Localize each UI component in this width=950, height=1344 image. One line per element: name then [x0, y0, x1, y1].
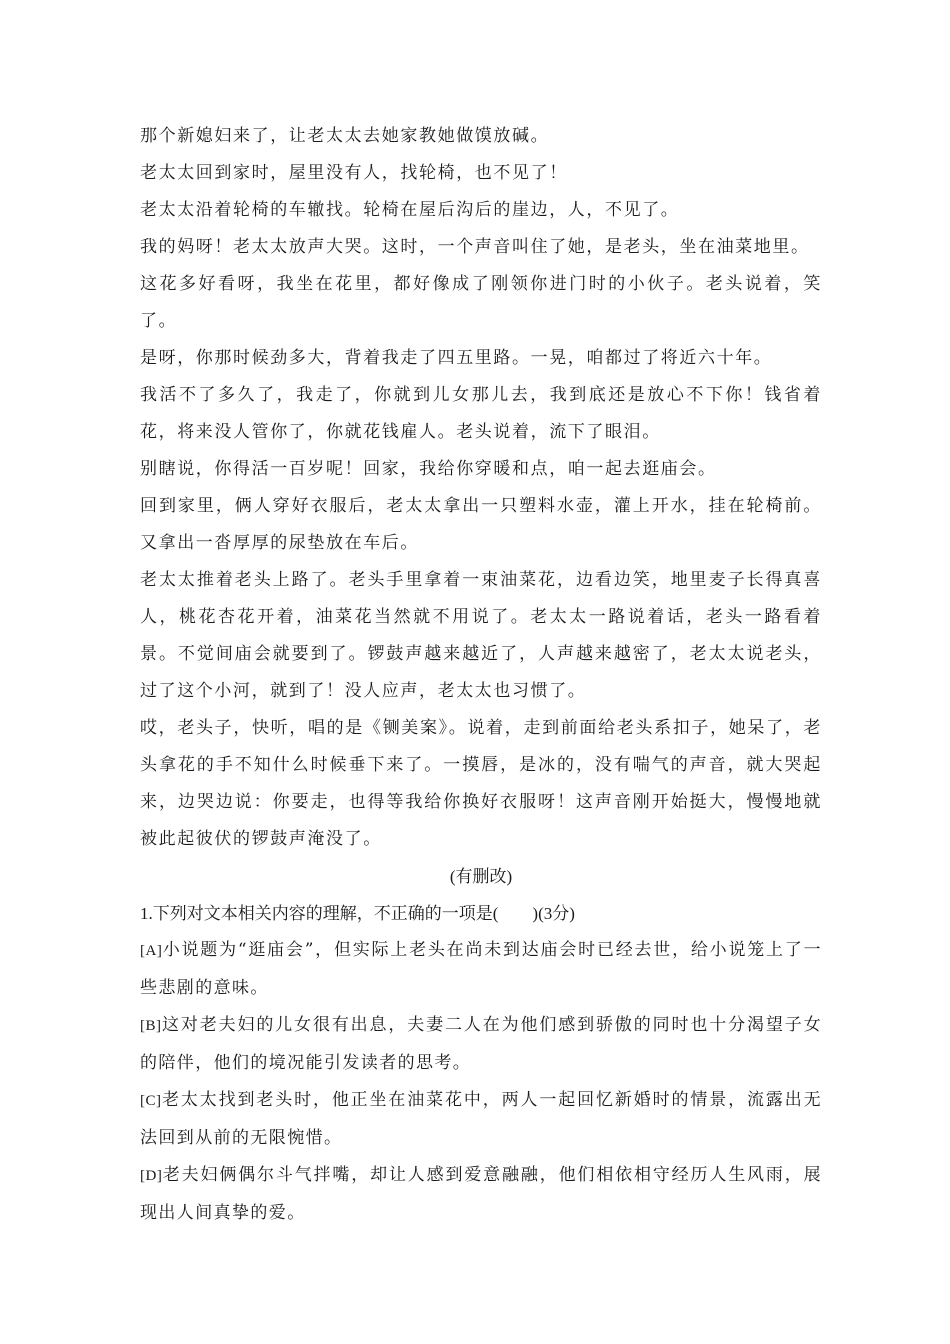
passage-paragraph: 老太太沿着轮椅的车辙找。轮椅在屋后沟后的崖边，人，不见了。 — [140, 200, 680, 220]
source-note: (有删改) — [449, 867, 513, 886]
option-text: 这对老夫妇的儿女很有出息，夫妻二人在为他们感到骄傲的同时也十分渴望子女的陪伴，他们的境况能引发读者的思考。 — [140, 1015, 822, 1073]
answer-option-c — [140, 1082, 822, 1157]
option-text: 老太太找到老头时，他正坐在油菜花中，两人一起回忆新婚时的情景，流露出无法回到从前的无限惋惜。 — [140, 1090, 822, 1148]
passage-paragraph: 老太太推着老头上路了。老头手里拿着一束油菜花，边看边笑，地里麦子长得真喜人，桃花杏花开着，油菜花当然就不用说了。老太太一路说着话，老头一路看着景。不觉间庙会就要到了。锣鼓声越来越近了，人声越来越密了，老太太说老头，过了这个小河，就到了！没人应声，老太太也习惯了。 — [140, 570, 822, 701]
passage-paragraph: 我的妈呀！老太太放声大哭。这时，一个声音叫住了她，是老头，坐在油菜地里。 — [140, 237, 810, 257]
answer-option-d — [140, 1157, 822, 1232]
passage-paragraph: 那个新媳妇来了，让老太太去她家教她做馍放碱。 — [140, 126, 550, 146]
answer-option-b — [140, 1007, 822, 1082]
passage-paragraph: 哎，老头子，快听，唱的是《铡美案》。说着，走到前面给老头系扣子，她呆了，老头拿花的手不知什么时候垂下来了。一摸唇，是冰的，没有喘气的声音，就大哭起来，边哭边说：你要走，也得等我给你换好衣服呀！这声音刚开始挺大，慢慢地就被此起彼伏的锣鼓声淹没了。 — [140, 718, 822, 849]
document-page — [140, 118, 822, 1232]
passage-paragraph: 是呀，你那时候劲多大，背着我走了四五里路。一晃，咱都过了将近六十年。 — [140, 348, 773, 368]
passage-paragraph: 别瞎说，你得活一百岁呢！回家，我给你穿暖和点，咱一起去逛庙会。 — [140, 459, 717, 479]
option-letter: [B] — [140, 1018, 162, 1034]
option-text: 小说题为“逛庙会”，但实际上老头在尚未到达庙会时已经去世，给小说笼上了一些悲剧的意味。 — [140, 940, 822, 998]
passage-paragraph: 回到家里，俩人穿好衣服后，老太太拿出一只塑料水壶，灌上开水，挂在轮椅前。又拿出一沓厚厚的尿垫放在车后。 — [140, 496, 822, 553]
passage-paragraph: 老太太回到家时，屋里没有人，找轮椅，也不见了！ — [140, 163, 568, 183]
option-letter: [D] — [140, 1168, 163, 1184]
option-letter: [A] — [140, 943, 163, 959]
question-stem: 1.下列对文本相关内容的理解，不正确的一项是( )(3分) — [140, 904, 575, 923]
option-text: 老夫妇俩偶尔斗气拌嘴，却让人感到爱意融融，他们相依相守经历人生风雨，展现出人间真挚的爱。 — [140, 1165, 822, 1223]
passage-paragraph: 这花多好看呀，我坐在花里，都好像成了刚领你进门时的小伙子。老头说着，笑了。 — [140, 274, 822, 331]
answer-option-a — [140, 932, 822, 1007]
passage-paragraph: 我活不了多久了，我走了，你就到儿女那儿去，我到底还是放心不下你！钱省着花，将来没人管你了，你就花钱雇人。老头说着，流下了眼泪。 — [140, 385, 822, 442]
option-letter: [C] — [140, 1093, 162, 1109]
